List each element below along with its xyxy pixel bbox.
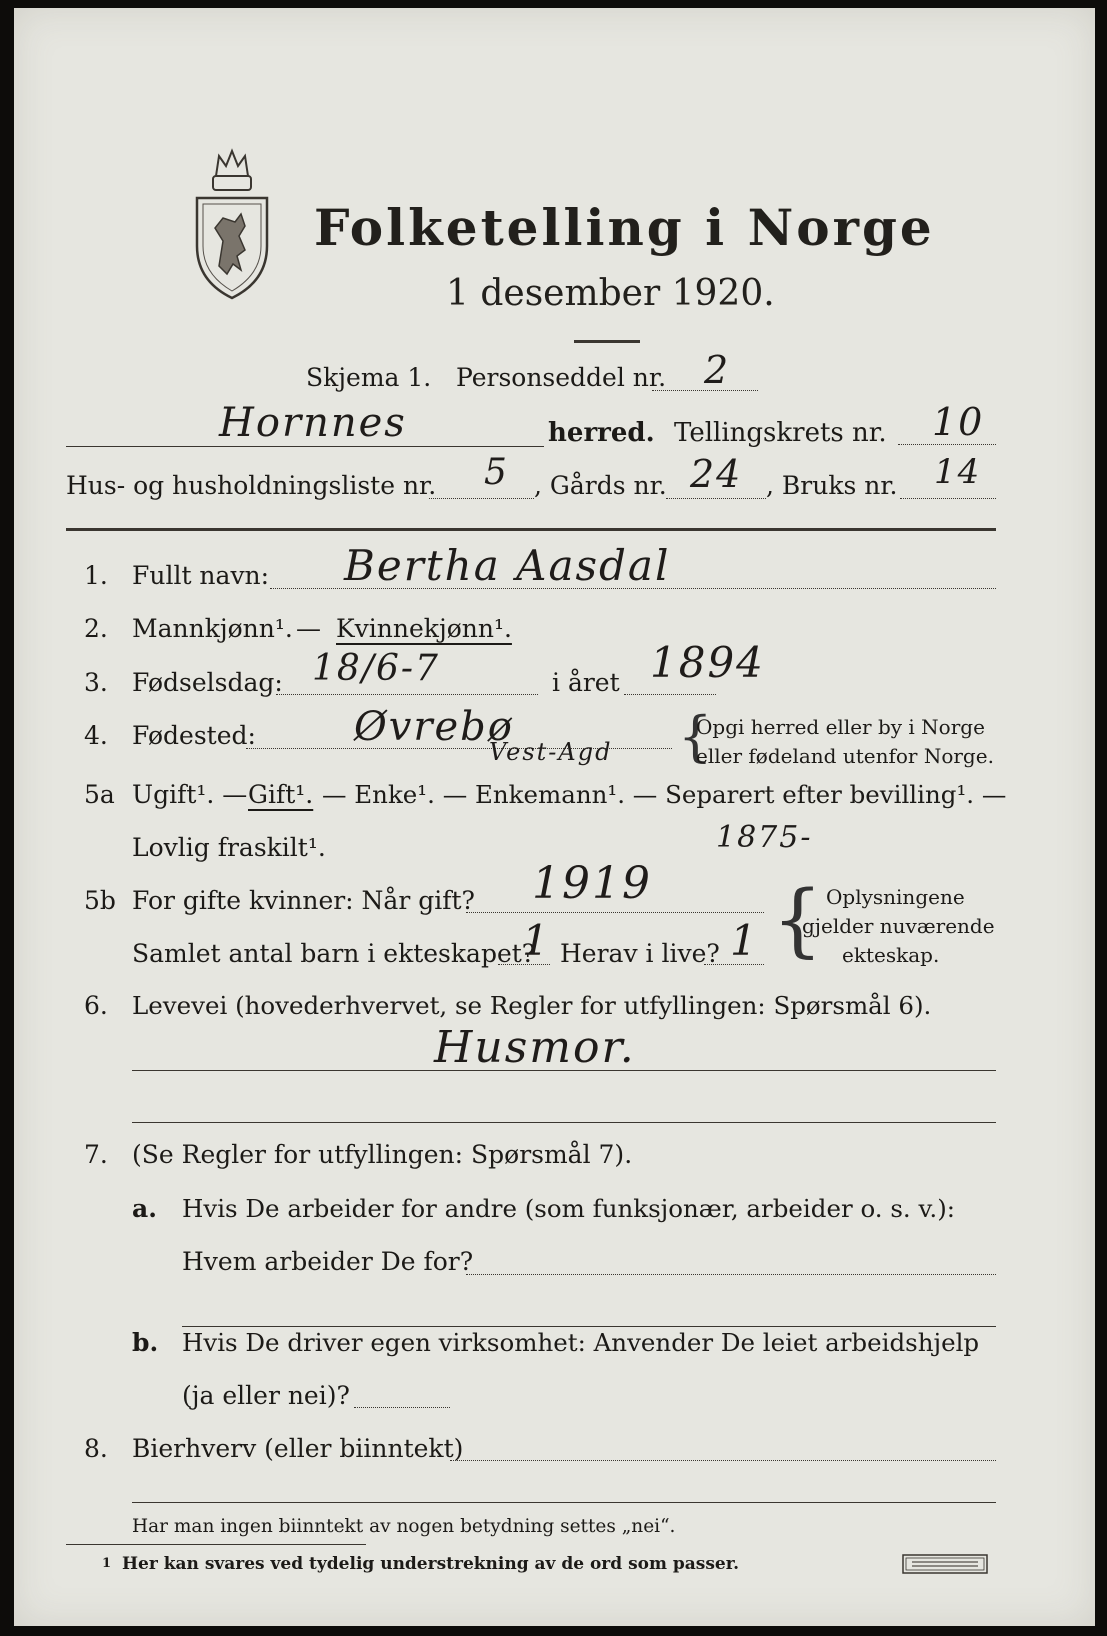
q4-note-brace: { <box>678 705 713 768</box>
q8-field[interactable] <box>450 1460 996 1461</box>
q5a-divorced-option[interactable]: Lovlig fraskilt¹. <box>132 833 326 862</box>
q6-value: Husmor. <box>434 1022 636 1073</box>
q4-label: Fødested: <box>132 721 256 750</box>
q7a-label: Hvis De arbeider for andre (som funksjonær, arbeider o. s. v.): <box>182 1194 956 1223</box>
q5b-note-line3: ekteskap. <box>842 943 940 967</box>
q4-value-region: Vest-Agd <box>489 738 613 766</box>
q4-number: 4. <box>84 721 108 750</box>
q7a-letter: a. <box>132 1194 157 1223</box>
q3-label: Fødselsdag: <box>132 668 283 697</box>
q2-male-option[interactable]: Mannkjønn¹. <box>132 614 293 643</box>
header-divider <box>66 528 996 531</box>
herred-field[interactable] <box>66 446 544 447</box>
footnote-mark: 1 <box>102 1556 112 1571</box>
skjema-label: Skjema 1. <box>306 363 432 392</box>
q4-value: Øvrebø <box>354 704 514 750</box>
bruks-field[interactable] <box>900 498 996 499</box>
q5b-value: 1919 <box>532 858 652 909</box>
q7a-label2: Hvem arbeider De for? <box>182 1247 474 1276</box>
q5a-number: 5a <box>84 780 115 809</box>
q5a-unmarried-option[interactable]: Ugift¹. — <box>132 780 248 809</box>
q5b-children-value: 1 <box>522 916 551 965</box>
q7b-label2: (ja eller nei)? <box>182 1381 350 1410</box>
q3-number: 3. <box>84 668 108 697</box>
q5b-alive-value: 1 <box>730 916 759 965</box>
q8-field-line2[interactable] <box>132 1502 996 1503</box>
q4-note-line1: Opgi herred eller by i Norge <box>696 715 985 739</box>
q5b-alive-label: Herav i live? <box>560 939 720 968</box>
q8-label: Bierhverv (eller biinntekt) <box>132 1434 464 1463</box>
footnote-divider <box>66 1544 366 1545</box>
bruks-value: 14 <box>934 452 982 492</box>
q5b-field[interactable] <box>466 912 764 913</box>
q3-year-field[interactable] <box>624 694 716 695</box>
q2-dash: — <box>296 614 321 643</box>
q2-female-option[interactable]: Kvinnekjønn¹. <box>336 614 512 643</box>
q5b-children-label: Samlet antal barn i ekteskapet? <box>132 939 536 968</box>
form-date: 1 desember 1920. <box>446 273 775 314</box>
tellingskrets-label: Tellingskrets nr. <box>674 418 887 448</box>
coat-of-arms-icon <box>189 146 275 306</box>
q1-number: 1. <box>84 561 108 590</box>
q3-field[interactable] <box>276 694 538 695</box>
tellingskrets-value: 10 <box>932 400 985 444</box>
herred-value: Hornnes <box>219 400 407 446</box>
q5a-married-option[interactable]: Gift¹. <box>248 780 314 809</box>
q1-value: Bertha Aasdal <box>344 541 671 590</box>
bruks-label: , Bruks nr. <box>766 471 898 500</box>
q5b-note-line2: gjelder nuværende <box>802 914 995 938</box>
personseddel-label: Personseddel nr. <box>456 363 667 392</box>
herred-label: herred. <box>548 418 655 448</box>
q5b-number: 5b <box>84 886 116 915</box>
q6-number: 6. <box>84 991 108 1020</box>
q7-label: (Se Regler for utfyllingen: Spørsmål 7). <box>132 1140 633 1169</box>
q5b-label: For gifte kvinner: Når gift? <box>132 886 475 915</box>
census-form-sheet <box>14 8 1095 1626</box>
q1-label: Fullt navn: <box>132 561 270 590</box>
q6-label: Levevei (hovederhvervet, se Regler for utfyllingen: Spørsmål 6). <box>132 991 932 1020</box>
tellingskrets-field[interactable] <box>898 444 996 445</box>
q7a-field-line2[interactable] <box>182 1326 996 1327</box>
q7b-field[interactable] <box>354 1407 450 1408</box>
hus-value: 5 <box>484 452 509 493</box>
q8-number: 8. <box>84 1434 108 1463</box>
title-divider <box>574 340 640 343</box>
q3-year-label: i året <box>552 668 620 697</box>
q2-number: 2. <box>84 614 108 643</box>
q6-field-line2[interactable] <box>132 1122 996 1123</box>
form-title: Folketelling i Norge <box>314 198 935 257</box>
q6-field-line1[interactable] <box>132 1070 996 1071</box>
printer-stamp-icon <box>902 1554 988 1574</box>
hus-label: Hus- og husholdningsliste nr. <box>66 471 437 500</box>
q5a-note: 1875- <box>716 820 813 855</box>
q7-number: 7. <box>84 1140 108 1169</box>
gards-value: 24 <box>690 452 743 496</box>
personseddel-value: 2 <box>704 348 731 392</box>
q3-year-value: 1894 <box>650 638 765 687</box>
q7b-label: Hvis De driver egen virksomhet: Anvender De leiet arbeidshjelp <box>182 1328 980 1357</box>
gards-field[interactable] <box>666 498 766 499</box>
hus-field[interactable] <box>429 498 534 499</box>
q5b-note-line1: Oplysningene <box>826 885 965 909</box>
q4-note-line2: eller fødeland utenfor Norge. <box>696 744 994 768</box>
footnote-text: Her kan svares ved tydelig understrekning av de ord som passer. <box>122 1554 740 1574</box>
q8-note: Har man ingen biinntekt av nogen betydning settes „nei“. <box>132 1516 676 1537</box>
q5a-other-options[interactable]: — Enke¹. — Enkemann¹. — Separert efter bevilling¹. — <box>322 780 1007 809</box>
q3-value: 18/6-7 <box>312 648 440 689</box>
q5b-note-brace: { <box>772 873 823 966</box>
gards-label: , Gårds nr. <box>534 471 667 500</box>
q7b-letter: b. <box>132 1328 159 1357</box>
q7a-field[interactable] <box>466 1274 996 1275</box>
